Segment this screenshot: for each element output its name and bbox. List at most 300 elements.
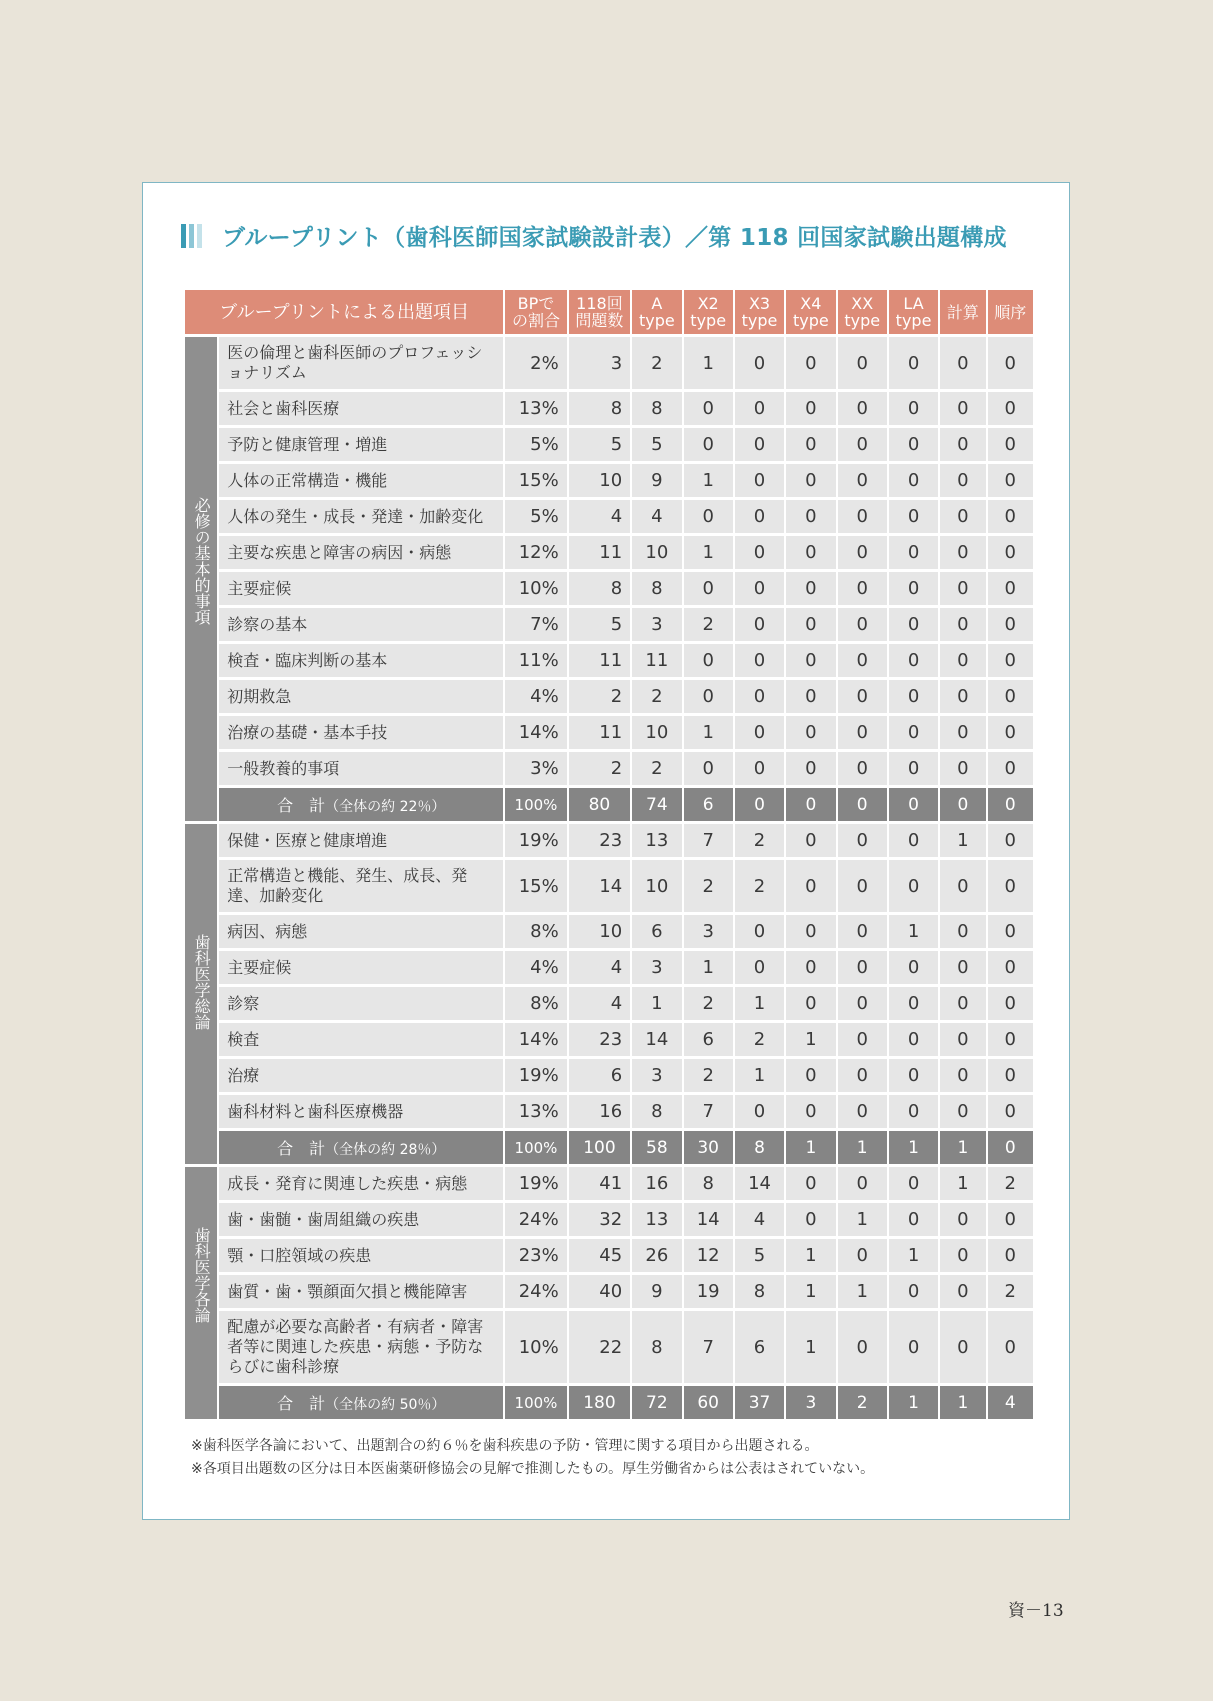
type-count-cell: 0 (988, 824, 1033, 857)
type-count-cell: 0 (940, 608, 985, 641)
count-cell: 4 (569, 987, 630, 1020)
type-count-cell: 0 (786, 716, 835, 749)
item-label: 正常構造と機能、発生、成長、発達、加齢変化 (219, 860, 503, 912)
type-count-cell: 0 (940, 716, 985, 749)
type-count-cell: 0 (786, 1203, 835, 1236)
table-header-row (185, 290, 1033, 334)
type-count-cell: 0 (889, 1059, 938, 1092)
type-count-cell: 3 (632, 951, 681, 984)
type-count-cell: 0 (889, 1167, 938, 1200)
bp-ratio-cell: 19% (505, 1167, 566, 1200)
bp-ratio-cell: 24% (505, 1275, 566, 1308)
type-count-cell: 0 (940, 1311, 985, 1383)
type-count-cell: 0 (988, 752, 1033, 785)
count-cell: 23 (569, 1023, 630, 1056)
type-count-cell: 2 (684, 1059, 733, 1092)
type-count-cell: 6 (684, 1023, 733, 1056)
type-count-cell: 26 (632, 1239, 681, 1272)
type-count-cell: 4 (735, 1203, 784, 1236)
type-count-cell: 0 (940, 1095, 985, 1128)
item-label: 初期救急 (219, 680, 503, 713)
table-row (185, 915, 1033, 948)
type-count-cell: 7 (684, 824, 733, 857)
type-count-cell: 1 (786, 1023, 835, 1056)
type-count-cell: 0 (838, 644, 887, 677)
bp-ratio-cell: 10% (505, 572, 566, 605)
type-count-cell: 0 (735, 951, 784, 984)
total-count-cell: 58 (632, 1131, 681, 1164)
type-count-cell: 8 (735, 1275, 784, 1308)
bp-ratio-cell: 5% (505, 500, 566, 533)
type-count-cell: 1 (838, 1203, 887, 1236)
type-count-cell: 0 (988, 572, 1033, 605)
bp-ratio-cell: 10% (505, 1311, 566, 1383)
type-count-cell: 0 (988, 1023, 1033, 1056)
item-label: 検査 (219, 1023, 503, 1056)
type-count-cell: 0 (838, 752, 887, 785)
type-count-cell: 0 (838, 1059, 887, 1092)
type-count-cell: 0 (838, 1095, 887, 1128)
type-count-cell: 0 (786, 915, 835, 948)
count-cell: 32 (569, 1203, 630, 1236)
type-count-cell: 0 (940, 1023, 985, 1056)
type-count-cell: 0 (889, 987, 938, 1020)
type-count-cell: 0 (838, 987, 887, 1020)
type-count-cell: 0 (889, 1023, 938, 1056)
bp-ratio-cell: 14% (505, 1023, 566, 1056)
count-cell: 10 (569, 464, 630, 497)
table-row (185, 680, 1033, 713)
type-count-cell: 0 (838, 500, 887, 533)
total-count-cell: 0 (889, 788, 938, 821)
item-label: 社会と歯科医療 (219, 392, 503, 425)
total-count-cell: 100 (569, 1131, 630, 1164)
type-count-cell: 7 (684, 1311, 733, 1383)
type-count-cell: 1 (684, 951, 733, 984)
header-col-3: A type (632, 290, 681, 334)
table-row (185, 1311, 1033, 1383)
total-ratio-cell: 100% (505, 788, 566, 821)
type-count-cell: 0 (786, 1167, 835, 1200)
type-count-cell: 0 (940, 572, 985, 605)
type-count-cell: 0 (838, 572, 887, 605)
total-count-cell: 180 (569, 1386, 630, 1419)
type-count-cell: 2 (632, 337, 681, 389)
type-count-cell: 0 (786, 608, 835, 641)
item-label: 歯・歯髄・歯周組織の疾患 (219, 1203, 503, 1236)
count-cell: 10 (569, 915, 630, 948)
page-number: 資－13 (1008, 1601, 1064, 1621)
item-label: 一般教養的事項 (219, 752, 503, 785)
count-cell: 4 (569, 951, 630, 984)
type-count-cell: 0 (889, 500, 938, 533)
type-count-cell: 0 (786, 428, 835, 461)
type-count-cell: 0 (889, 951, 938, 984)
type-count-cell: 0 (838, 951, 887, 984)
page-title: ブループリント（歯科医師国家試験設計表）／第 118 回国家試験出題構成 (222, 225, 1007, 251)
item-label: 配慮が必要な高齢者・有病者・障害者等に関連した疾患・病態・予防ならびに歯科診療 (219, 1311, 503, 1383)
type-count-cell: 0 (988, 860, 1033, 912)
type-count-cell: 0 (889, 572, 938, 605)
count-cell: 2 (569, 680, 630, 713)
count-cell: 11 (569, 644, 630, 677)
bp-ratio-cell: 14% (505, 716, 566, 749)
total-count-cell: 0 (988, 1131, 1033, 1164)
type-count-cell: 0 (889, 860, 938, 912)
type-count-cell: 6 (632, 915, 681, 948)
type-count-cell: 2 (735, 824, 784, 857)
header-col-1: BPで の割合 (505, 290, 566, 334)
total-count-cell: 0 (988, 788, 1033, 821)
type-count-cell: 0 (889, 680, 938, 713)
count-cell: 5 (569, 608, 630, 641)
total-count-cell: 1 (940, 1131, 985, 1164)
bp-ratio-cell: 15% (505, 860, 566, 912)
type-count-cell: 1 (684, 464, 733, 497)
total-label: 合 計（全体の約 28％） (219, 1131, 503, 1164)
item-label: 治療の基礎・基本手技 (219, 716, 503, 749)
type-count-cell: 8 (632, 1095, 681, 1128)
total-count-cell: 60 (684, 1386, 733, 1419)
count-cell: 23 (569, 824, 630, 857)
blueprint-table (183, 287, 1035, 1422)
type-count-cell: 1 (889, 915, 938, 948)
type-count-cell: 1 (889, 1239, 938, 1272)
type-count-cell: 3 (632, 1059, 681, 1092)
type-count-cell: 0 (988, 608, 1033, 641)
type-count-cell: 0 (889, 428, 938, 461)
bp-ratio-cell: 12% (505, 536, 566, 569)
group-label-cell (185, 1167, 217, 1419)
bp-ratio-cell: 11% (505, 644, 566, 677)
type-count-cell: 10 (632, 860, 681, 912)
notes (191, 1435, 874, 1481)
type-count-cell: 0 (988, 1095, 1033, 1128)
count-cell: 3 (569, 337, 630, 389)
type-count-cell: 8 (632, 392, 681, 425)
table-row (185, 1203, 1033, 1236)
table-row (185, 500, 1033, 533)
type-count-cell: 0 (786, 1095, 835, 1128)
item-label: 診察 (219, 987, 503, 1020)
type-count-cell: 0 (988, 536, 1033, 569)
total-count-cell: 74 (632, 788, 681, 821)
type-count-cell: 0 (684, 572, 733, 605)
type-count-cell: 7 (684, 1095, 733, 1128)
count-cell: 4 (569, 500, 630, 533)
type-count-cell: 1 (940, 1167, 985, 1200)
type-count-cell: 14 (684, 1203, 733, 1236)
type-count-cell: 0 (786, 500, 835, 533)
type-count-cell: 12 (684, 1239, 733, 1272)
table-row (185, 536, 1033, 569)
type-count-cell: 0 (940, 860, 985, 912)
title-bars-icon (181, 224, 202, 248)
header-col-4: X2 type (684, 290, 733, 334)
note-1: ※歯科医学各論において、出題割合の約６％を歯科疾患の予防・管理に関する項目から出題される。 (191, 1438, 819, 1454)
table-row (185, 1167, 1033, 1200)
type-count-cell: 0 (940, 500, 985, 533)
type-count-cell: 0 (940, 987, 985, 1020)
type-count-cell: 0 (838, 680, 887, 713)
total-count-cell: 80 (569, 788, 630, 821)
type-count-cell: 0 (786, 644, 835, 677)
bp-ratio-cell: 19% (505, 1059, 566, 1092)
type-count-cell: 0 (735, 500, 784, 533)
type-count-cell: 0 (889, 608, 938, 641)
type-count-cell: 2 (735, 860, 784, 912)
type-count-cell: 0 (786, 680, 835, 713)
type-count-cell: 16 (632, 1167, 681, 1200)
type-count-cell: 0 (735, 608, 784, 641)
type-count-cell: 5 (632, 428, 681, 461)
type-count-cell: 0 (988, 987, 1033, 1020)
total-count-cell: 1 (889, 1131, 938, 1164)
type-count-cell: 10 (632, 536, 681, 569)
type-count-cell: 0 (940, 337, 985, 389)
table-row (185, 987, 1033, 1020)
type-count-cell: 0 (735, 915, 784, 948)
type-count-cell: 0 (735, 428, 784, 461)
type-count-cell: 0 (988, 680, 1033, 713)
type-count-cell: 0 (735, 572, 784, 605)
bp-ratio-cell: 19% (505, 824, 566, 857)
total-count-cell: 72 (632, 1386, 681, 1419)
type-count-cell: 0 (988, 500, 1033, 533)
type-count-cell: 1 (940, 824, 985, 857)
type-count-cell: 8 (684, 1167, 733, 1200)
count-cell: 6 (569, 1059, 630, 1092)
total-label: 合 計（全体の約 22％） (219, 788, 503, 821)
table-row (185, 1239, 1033, 1272)
bp-ratio-cell: 7% (505, 608, 566, 641)
total-count-cell: 1 (838, 1131, 887, 1164)
table-row (185, 1275, 1033, 1308)
type-count-cell: 0 (940, 1203, 985, 1236)
count-cell: 8 (569, 572, 630, 605)
item-label: 成長・発育に関連した疾患・病態 (219, 1167, 503, 1200)
type-count-cell: 0 (889, 536, 938, 569)
type-count-cell: 0 (786, 392, 835, 425)
type-count-cell: 0 (735, 392, 784, 425)
type-count-cell: 0 (786, 987, 835, 1020)
type-count-cell: 1 (786, 1239, 835, 1272)
type-count-cell: 0 (988, 428, 1033, 461)
table-row (185, 464, 1033, 497)
item-label: 人体の正常構造・機能 (219, 464, 503, 497)
table-row (185, 392, 1033, 425)
type-count-cell: 0 (940, 392, 985, 425)
table-row (185, 824, 1033, 857)
type-count-cell: 2 (632, 752, 681, 785)
header-col-8: LA type (889, 290, 938, 334)
type-count-cell: 0 (940, 1059, 985, 1092)
type-count-cell: 19 (684, 1275, 733, 1308)
type-count-cell: 2 (684, 860, 733, 912)
type-count-cell: 0 (838, 337, 887, 389)
total-count-cell: 4 (988, 1386, 1033, 1419)
type-count-cell: 0 (889, 824, 938, 857)
total-count-cell: 30 (684, 1131, 733, 1164)
table-row (185, 572, 1033, 605)
total-count-cell: 8 (735, 1131, 784, 1164)
type-count-cell: 0 (988, 644, 1033, 677)
count-cell: 16 (569, 1095, 630, 1128)
total-count-cell: 1 (940, 1386, 985, 1419)
bp-ratio-cell: 5% (505, 428, 566, 461)
total-count-cell: 0 (940, 788, 985, 821)
count-cell: 14 (569, 860, 630, 912)
header-col-6: X4 type (786, 290, 835, 334)
total-count-cell: 2 (838, 1386, 887, 1419)
type-count-cell: 1 (838, 1275, 887, 1308)
count-cell: 2 (569, 752, 630, 785)
type-count-cell: 13 (632, 824, 681, 857)
total-ratio-cell: 100% (505, 1386, 566, 1419)
group-label: 歯科医学各論 (192, 1227, 212, 1323)
type-count-cell: 0 (786, 1059, 835, 1092)
item-label: 主要な疾患と障害の病因・病態 (219, 536, 503, 569)
type-count-cell: 0 (838, 392, 887, 425)
total-row (185, 788, 1033, 821)
table-row (185, 1023, 1033, 1056)
table-row (185, 1095, 1033, 1128)
header-col-7: XX type (838, 290, 887, 334)
type-count-cell: 1 (632, 987, 681, 1020)
type-count-cell: 1 (684, 716, 733, 749)
count-cell: 11 (569, 716, 630, 749)
total-count-cell: 37 (735, 1386, 784, 1419)
type-count-cell: 3 (632, 608, 681, 641)
item-label: 診察の基本 (219, 608, 503, 641)
type-count-cell: 0 (735, 644, 784, 677)
group-label: 必修の基本的事項 (192, 497, 212, 625)
type-count-cell: 0 (889, 644, 938, 677)
table-row (185, 860, 1033, 912)
type-count-cell: 0 (838, 824, 887, 857)
type-count-cell: 2 (684, 608, 733, 641)
type-count-cell: 0 (735, 1095, 784, 1128)
count-cell: 41 (569, 1167, 630, 1200)
type-count-cell: 0 (889, 1203, 938, 1236)
type-count-cell: 0 (988, 1203, 1033, 1236)
item-label: 歯科材料と歯科医療機器 (219, 1095, 503, 1128)
header-col-10: 順序 (988, 290, 1033, 334)
type-count-cell: 0 (889, 464, 938, 497)
total-count-cell: 0 (735, 788, 784, 821)
header-col-5: X3 type (735, 290, 784, 334)
count-cell: 40 (569, 1275, 630, 1308)
type-count-cell: 1 (684, 536, 733, 569)
type-count-cell: 0 (940, 680, 985, 713)
header-item: ブループリントによる出題項目 (185, 290, 503, 334)
type-count-cell: 9 (632, 464, 681, 497)
item-label: 治療 (219, 1059, 503, 1092)
type-count-cell: 0 (735, 716, 784, 749)
count-cell: 8 (569, 392, 630, 425)
type-count-cell: 2 (632, 680, 681, 713)
type-count-cell: 0 (838, 464, 887, 497)
type-count-cell: 2 (684, 987, 733, 1020)
type-count-cell: 0 (988, 464, 1033, 497)
type-count-cell: 0 (889, 716, 938, 749)
total-count-cell: 1 (889, 1386, 938, 1419)
type-count-cell: 0 (838, 716, 887, 749)
item-label: 顎・口腔領域の疾患 (219, 1239, 503, 1272)
count-cell: 11 (569, 536, 630, 569)
type-count-cell: 4 (632, 500, 681, 533)
type-count-cell: 0 (988, 1311, 1033, 1383)
type-count-cell: 10 (632, 716, 681, 749)
count-cell: 22 (569, 1311, 630, 1383)
type-count-cell: 9 (632, 1275, 681, 1308)
bp-ratio-cell: 4% (505, 680, 566, 713)
type-count-cell: 0 (684, 500, 733, 533)
type-count-cell: 2 (988, 1275, 1033, 1308)
table-row (185, 752, 1033, 785)
type-count-cell: 0 (838, 1023, 887, 1056)
type-count-cell: 0 (889, 1311, 938, 1383)
item-label: 主要症候 (219, 572, 503, 605)
type-count-cell: 0 (988, 1239, 1033, 1272)
total-row (185, 1131, 1033, 1164)
title-row (181, 219, 1007, 252)
table-row (185, 1059, 1033, 1092)
bp-ratio-cell: 23% (505, 1239, 566, 1272)
type-count-cell: 0 (786, 824, 835, 857)
type-count-cell: 1 (735, 987, 784, 1020)
type-count-cell: 14 (632, 1023, 681, 1056)
total-ratio-cell: 100% (505, 1131, 566, 1164)
type-count-cell: 0 (786, 951, 835, 984)
type-count-cell: 8 (632, 1311, 681, 1383)
count-cell: 45 (569, 1239, 630, 1272)
type-count-cell: 0 (838, 608, 887, 641)
type-count-cell: 0 (940, 428, 985, 461)
type-count-cell: 0 (735, 536, 784, 569)
total-count-cell: 3 (786, 1386, 835, 1419)
total-count-cell: 1 (786, 1131, 835, 1164)
group-label-cell (185, 824, 217, 1164)
header-col-9: 計算 (940, 290, 985, 334)
table-row (185, 608, 1033, 641)
table-row (185, 337, 1033, 389)
bp-ratio-cell: 3% (505, 752, 566, 785)
type-count-cell: 0 (684, 680, 733, 713)
table-row (185, 644, 1033, 677)
type-count-cell: 0 (838, 536, 887, 569)
type-count-cell: 2 (735, 1023, 784, 1056)
bp-ratio-cell: 15% (505, 464, 566, 497)
total-count-cell: 0 (786, 788, 835, 821)
type-count-cell: 0 (889, 1095, 938, 1128)
type-count-cell: 0 (940, 915, 985, 948)
type-count-cell: 0 (889, 752, 938, 785)
total-label: 合 計（全体の約 50％） (219, 1386, 503, 1419)
type-count-cell: 0 (735, 337, 784, 389)
note-2: ※各項目出題数の区分は日本医歯薬研修協会の見解で推測したもの。厚生労働省からは公表はされていない。 (191, 1461, 875, 1477)
item-label: 人体の発生・成長・発達・加齢変化 (219, 500, 503, 533)
type-count-cell: 0 (988, 392, 1033, 425)
bp-ratio-cell: 13% (505, 392, 566, 425)
bp-ratio-cell: 8% (505, 915, 566, 948)
type-count-cell: 0 (838, 860, 887, 912)
type-count-cell: 13 (632, 1203, 681, 1236)
type-count-cell: 0 (988, 716, 1033, 749)
type-count-cell: 0 (684, 752, 733, 785)
total-count-cell: 0 (838, 788, 887, 821)
group-label: 歯科医学総論 (192, 934, 212, 1030)
